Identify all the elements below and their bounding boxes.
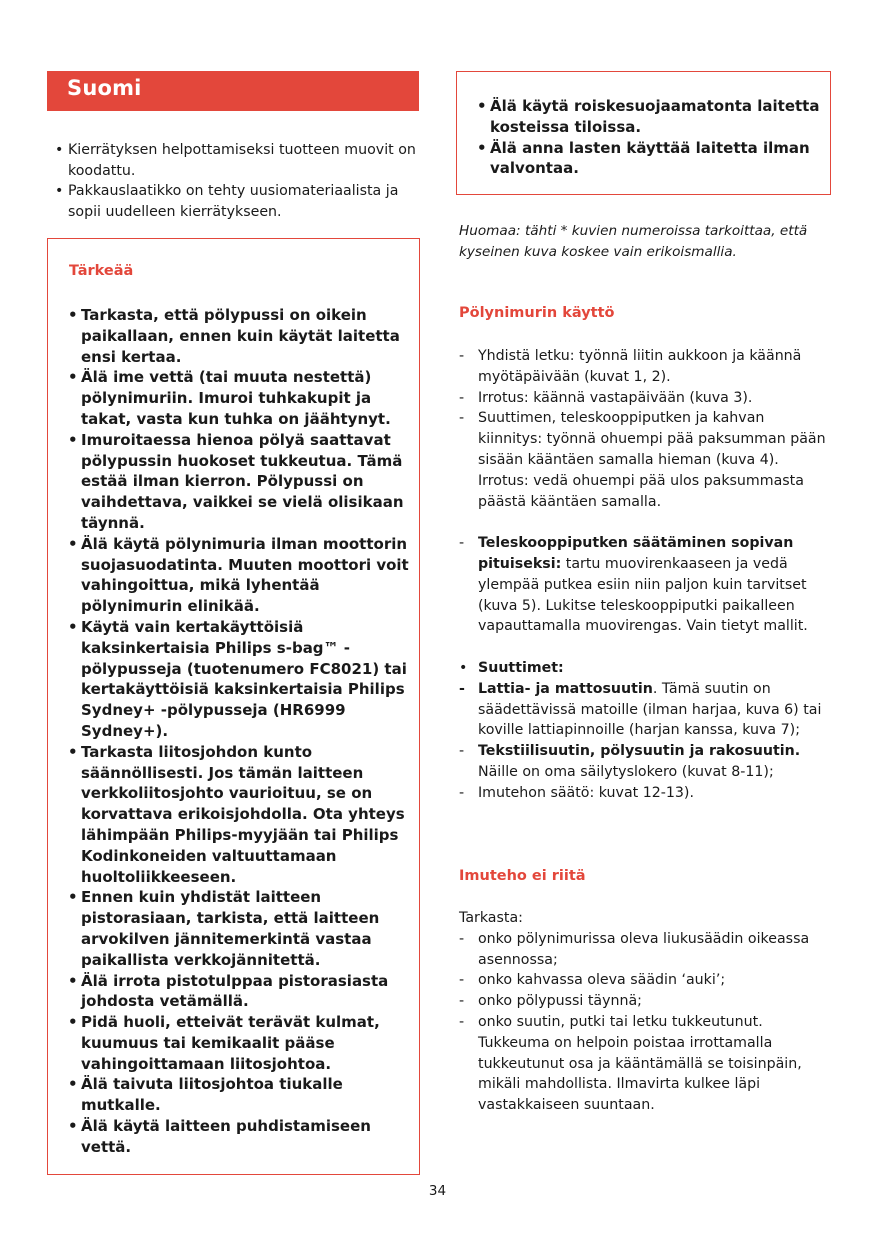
list-item: - Imutehon säätö: kuvat 12-13).	[459, 783, 831, 804]
important-box	[47, 238, 420, 1175]
list-item: - onko suutin, putki tai letku tukkeutunut. Tukkeuma on helpoin poistaa irrottamalla tukkeutunut osa ja kääntämällä se toisinpäin, mikäli mahdollista. Ilmavirta kulkee läpi vastakkaiseen suuntaan.	[459, 1012, 831, 1116]
list-item: • Kierrätyksen helpottamiseksi tuotteen muovit on koodattu.	[55, 140, 425, 181]
list-item	[459, 741, 831, 783]
list-item: • Imuroitaessa hienoa pölyä saattavat pölypussin huokoset tukkeutua. Tämä estää ilman kierron. Pölypussi on vaihdettava, vaikkei se vielä olisikaan täynnä.	[68, 430, 413, 534]
list-item	[459, 679, 831, 741]
language-title: Suomi	[67, 76, 142, 100]
troubleshoot-list	[459, 908, 831, 1116]
list-item: • Älä käytä laitteen puhdistamiseen vettä.	[68, 1116, 413, 1158]
list-item: - onko kahvassa oleva säädin ‘auki’;	[459, 970, 831, 991]
list-item: • Älä taivuta liitosjohtoa tiukalle mutkalle.	[68, 1074, 413, 1116]
list-item: - onko pölypussi täynnä;	[459, 991, 831, 1012]
troubleshoot-title: Imuteho ei riitä	[459, 868, 586, 884]
floor-nozzle-heading: Lattia- ja mattosuutin	[478, 680, 653, 697]
textile-nozzle-heading: Tekstiilisuutin, pölysuutin ja rakosuutin.	[478, 743, 801, 760]
list-item: • Älä irrota pistotulppaa pistorasiasta johdosta vetämällä.	[68, 971, 413, 1013]
note-text: Huomaa: tähti * kuvien numeroissa tarkoittaa, että kyseinen kuva koskee vain erikoismallia.	[459, 223, 808, 260]
telescope-text: tartu muovirenkaaseen ja vedä ylempää putkea esiin niin paljon kuin tarvitset (kuva 5). Lukitse teleskooppiputki paikalleen vapauttamalla muovirengas. Vain tietyt mallit.	[478, 555, 808, 635]
list-item	[459, 533, 831, 637]
list-item: • Pidä huoli, etteivät terävät kulmat, kuumuus tai kemikaalit pääse vahingoittamaan liitosjohtoa.	[68, 1012, 413, 1074]
important-list	[68, 305, 413, 1158]
textile-nozzle-text: Näille on oma säilytyslokero (kuvat 8-11);	[478, 763, 774, 780]
recycling-list	[55, 140, 425, 222]
list-item: • Ennen kuin yhdistät laitteen pistorasiaan, tarkista, että laitteen arvokilven jännitemerkintä vastaa paikallista verkkojännitettä.	[68, 887, 413, 970]
warning-box	[456, 71, 831, 195]
warning-list	[477, 96, 822, 179]
list-item: • Tarkasta, että pölypussi on oikein paikallaan, ennen kuin käytät laitetta ensi kertaa.	[68, 305, 413, 367]
list-item: • Älä käytä roiskesuojaamatonta laitetta kosteissa tiloissa.	[477, 96, 822, 138]
list-item: - onko pölynimurissa oleva liukusäädin oikeassa asennossa;	[459, 929, 831, 971]
list-item	[459, 658, 831, 679]
list-item: - Yhdistä letku: työnnä liitin aukkoon ja käännä myötäpäivään (kuvat 1, 2).	[459, 346, 831, 388]
page-number: 34	[428, 1183, 447, 1199]
list-item: • Tarkasta liitosjohdon kunto säännöllisesti. Jos tämän laitteen verkkoliitosjohto vaurioituu, se on korvattava erikoisjohdolla. Ota yhteys lähimpään Philips-myyjään tai Philips Kodinkoneiden valtuuttamaan huoltoliikkeeseen.	[68, 742, 413, 888]
floor-nozzle-text: . Tämä suutin on säädettävissä matoille (ilman harjaa, kuva 6) tai koville lattiapinnoille (harjan kanssa, kuva 7);	[478, 680, 822, 739]
list-item: • Älä käytä pölynimuria ilman moottorin suojasuodatinta. Muuten moottori voit vahingoittua, mikä lyhentää pölynimurin elinikää.	[68, 534, 413, 617]
list-item: • Käytä vain kertakäyttöisiä kaksinkertaisia Philips s-bag™ -pölypusseja (tuotenumero FC8021) tai kertakäyttöisiä kaksinkertaisia Philips Sydney+ -pölypusseja (HR6999 Sydney+).	[68, 617, 413, 742]
list-item: - Suuttimen, teleskooppiputken ja kahvan kiinnitys: työnnä ohuempi pää paksumman pään sisään kääntäen samalla hieman (kuva 4). Irrotus: vedä ohuempi pää ulos paksummasta päästä kääntäen samalla.	[459, 408, 831, 512]
list-item: • Pakkauslaatikko on tehty uusiomateriaalista ja sopii uudelleen kierrätykseen.	[55, 181, 425, 222]
list-item: - Irrotus: käännä vastapäivään (kuva 3).	[459, 388, 831, 409]
language-header	[47, 71, 419, 111]
important-title: Tärkeää	[69, 263, 134, 279]
list-item: • Älä ime vettä (tai muuta nestettä) pölynimuriin. Imuroi tuhkakupit ja takat, vasta kun tuhka on jäähtynyt.	[68, 367, 413, 429]
usage-title: Pölynimurin käyttö	[459, 305, 615, 321]
nozzles-heading: Suuttimet:	[478, 659, 564, 676]
list-item: • Älä anna lasten käyttää laitetta ilman valvontaa.	[477, 138, 822, 180]
usage-list	[459, 346, 831, 804]
telescope-heading: Teleskooppiputken säätäminen sopivan pituiseksi:	[478, 535, 794, 572]
troubleshoot-intro: Tarkasta:	[459, 910, 523, 926]
